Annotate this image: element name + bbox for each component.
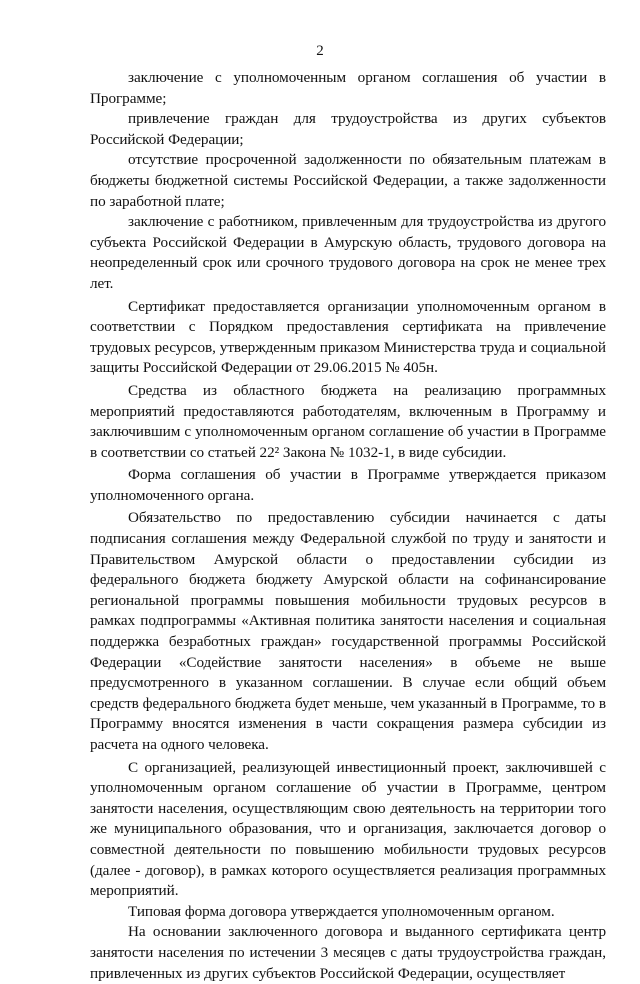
paragraph-agreement-conclusion: заключение с уполномоченным органом соглашения об участии в Программе; — [90, 69, 606, 107]
paragraph-agreement-form: Форма соглашения об участии в Программе утверждается приказом уполномоченного органа. — [90, 466, 606, 504]
paragraph-employment-center-basis: На основании заключенного договора и выданного сертификата центр занятости населения по истечении 3 месяцев с даты трудоустройства граждан, привлеченных из других субъектов Российской Федерации, осуществляет — [90, 923, 606, 982]
paragraph-contract-template: Типовая форма договора утверждается уполномоченным органом. — [128, 902, 555, 920]
paragraph-certificate-provision: Сертификат предоставляется организации уполномоченным органом в соответствии с Порядком предоставления сертификата на привлечение трудовых ресурсов, утвержденным приказом Министерства труда и социальной защиты Российской Федерации от 29.06.2015 № 405н. — [90, 297, 606, 377]
paragraph-subsidy-obligation: Обязательство по предоставлению субсидии начинается с даты подписания соглашения между Федеральной службой по труду и занятости и Правительством Амурской области о предоставлении субсидии из федерального бюджета бюджету Амурской области на софинансирование региональной программы повышения мобильности трудовых ресурсов в рамках подпрограммы «Активная политика занятости населения и социальная поддержка безработных граждан» государственной программы Российской Федерации «Содействие занятости населения» в объеме не выше предусмотренного в указанном соглашении. В случае если общий объем средств федерального бюджета будет меньше, чем указанный в Программе, то в Программу вносятся изменения в части сокращения размера субсидии из расчета на одного человека. — [90, 509, 606, 753]
paragraph-citizen-recruitment: привлечение граждан для трудоустройства из других субъектов Российской Федерации; — [90, 110, 606, 148]
page-number: 2 — [316, 43, 324, 59]
paragraph-joint-activity-contract: С организацией, реализующей инвестиционный проект, заключившей с уполномоченным органом соглашение об участии в Программе, центром занятости населения, осуществляющим свою деятельность на территории того же муниципального образования, что и организация, заключается договор о совместной деятельности по повышению мобильности трудовых ресурсов (далее - договор), в рамках которого осуществляется реализация программных мероприятий. — [90, 758, 606, 900]
paragraph-regional-budget-funds: Средства из областного бюджета на реализацию программных мероприятий предоставляются работодателям, включенным в Программу и заключившим с уполномоченным органом соглашение об участии в Программе в соответствии со статьей 22² Закона № 1032-1, в виде субсидии. — [90, 381, 606, 461]
paragraph-employment-contract: заключение с работником, привлеченным для трудоустройства из другого субъекта Российской Федерации в Амурскую область, трудового договора на неопределенный срок или срочного трудового договора на срок не менее трех лет. — [90, 213, 606, 292]
document-body — [90, 68, 606, 984]
paragraph-no-overdue-debt: отсутствие просроченной задолженности по обязательным платежам в бюджеты бюджетной системы Российской Федерации, а также задолженности по заработной плате; — [90, 151, 606, 210]
